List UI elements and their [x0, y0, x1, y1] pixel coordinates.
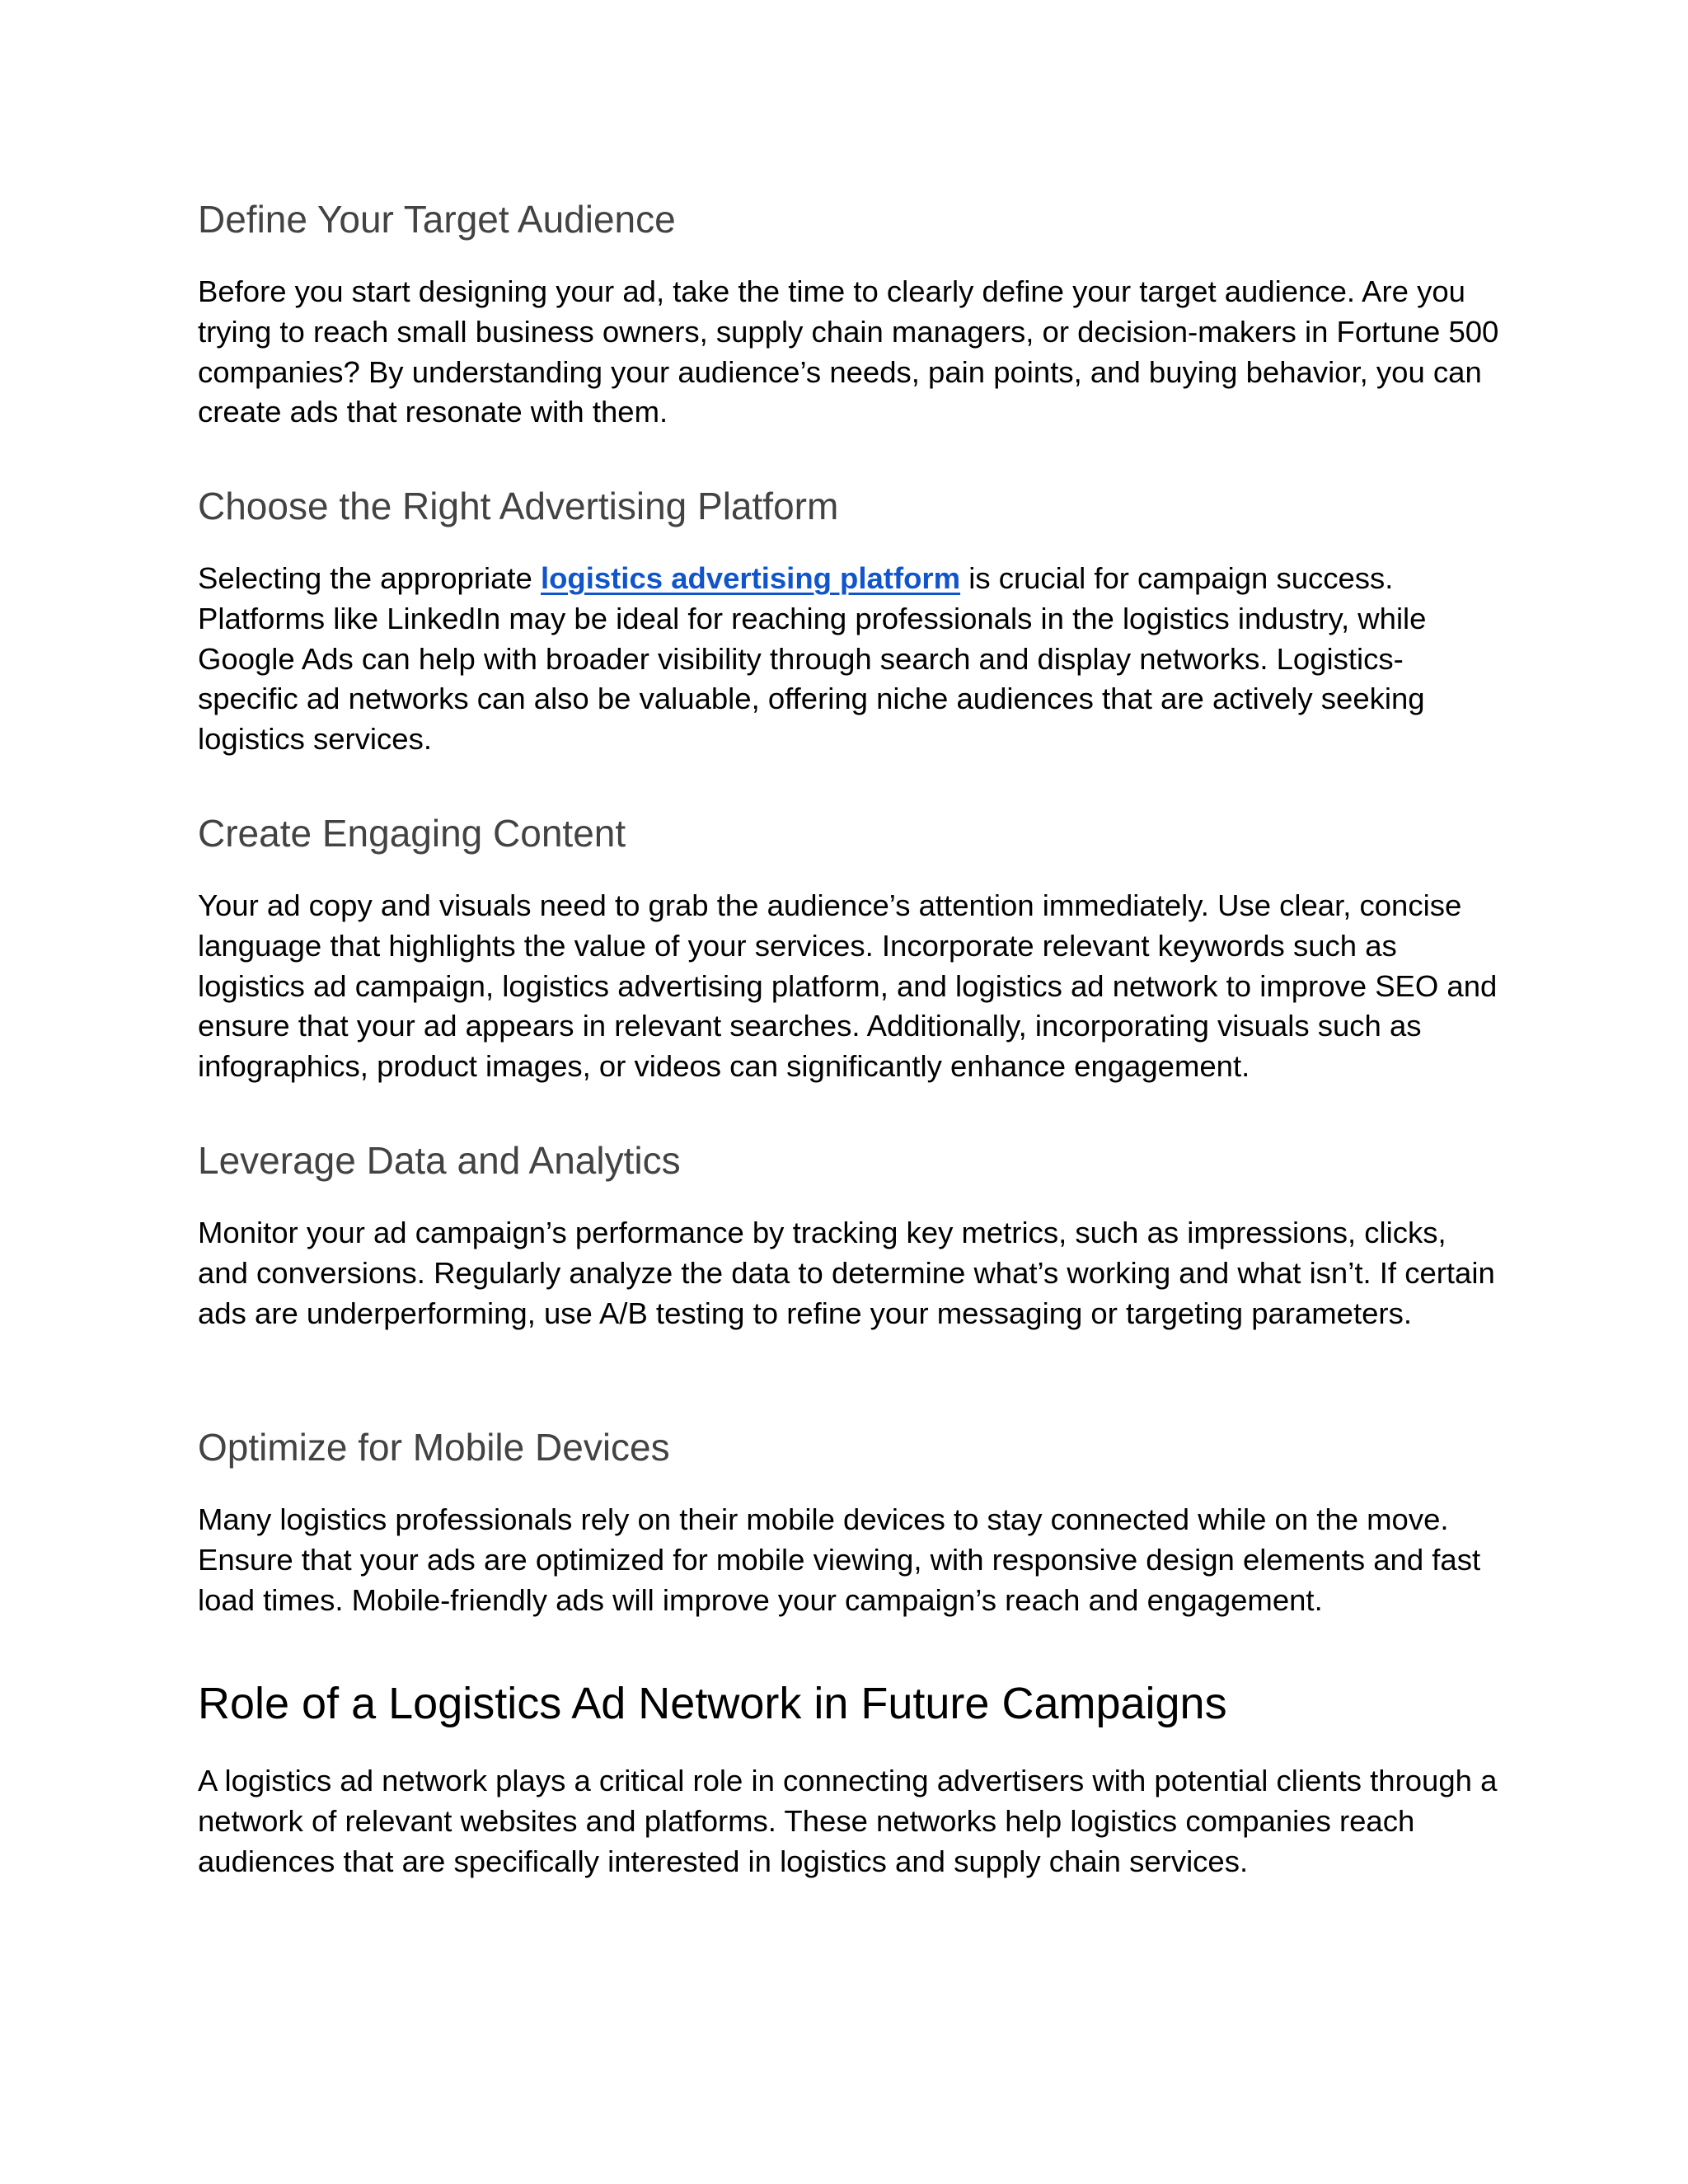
paragraph-text-after-link: is crucial for campaign success. Platforms like LinkedIn may be ideal for reaching professionals in the logistics industry, while Google Ads can help with broader visibility through search and display networks. Logistics-specific ad networks can also be valuable, offering niche audiences that are actively seeking logistics services.	[198, 561, 1427, 757]
section-paragraph	[198, 559, 1500, 760]
section-optimize-mobile	[198, 1424, 1500, 1620]
section-paragraph: Your ad copy and visuals need to grab the audience’s attention immediately. Use clear, concise language that highlights the value of your services. Incorporate relevant keywords such as logistics ad campaign, logistics advertising platform, and logistics ad network to improve SEO and ensure that your ad appears in relevant searches. Additionally, incorporating visuals such as infographics, product images, or videos can significantly enhance engagement.	[198, 888, 1498, 1084]
section-heading: Define Your Target Audience	[198, 198, 676, 241]
section-heading: Optimize for Mobile Devices	[198, 1426, 670, 1469]
section-leverage-data-analytics	[198, 1137, 1500, 1333]
section-role-of-ad-network	[198, 1677, 1500, 1882]
section-paragraph: Before you start designing your ad, take the time to clearly define your target audience. Are you trying to reach small business owners, supply chain managers, or decision-makers in Fortune 500 companies? By understanding your audience’s needs, pain points, and buying behavior, you can create ads that resonate with them.	[198, 274, 1499, 429]
section-heading: Choose the Right Advertising Platform	[198, 485, 839, 527]
section-paragraph: A logistics ad network plays a critical role in connecting advertisers with potential clients through a network of relevant websites and platforms. These networks help logistics companies reach audiences that are specifically interested in logistics and supply chain services.	[198, 1764, 1498, 1878]
section-heading-large: Role of a Logistics Ad Network in Future Campaigns	[198, 1679, 1227, 1728]
section-paragraph: Monitor your ad campaign’s performance by tracking key metrics, such as impressions, clicks, and conversions. Regularly analyze the data to determine what’s working and what isn’t. If certain ads are underperforming, use A/B testing to refine your messaging or targeting parameters.	[198, 1216, 1495, 1330]
section-heading: Leverage Data and Analytics	[198, 1139, 681, 1182]
paragraph-text-before-link: Selecting the appropriate	[198, 561, 541, 595]
section-create-engaging-content	[198, 810, 1500, 1087]
logistics-advertising-platform-link[interactable]: logistics advertising platform	[540, 561, 961, 595]
section-choose-platform	[198, 483, 1500, 760]
section-paragraph: Many logistics professionals rely on their mobile devices to stay connected while on the move. Ensure that your ads are optimized for mobile viewing, with responsive design elements and fast load times. Mobile-friendly ads will improve your campaign’s reach and engagement.	[198, 1502, 1481, 1617]
section-define-target-audience	[198, 196, 1500, 433]
section-heading: Create Engaging Content	[198, 812, 626, 855]
